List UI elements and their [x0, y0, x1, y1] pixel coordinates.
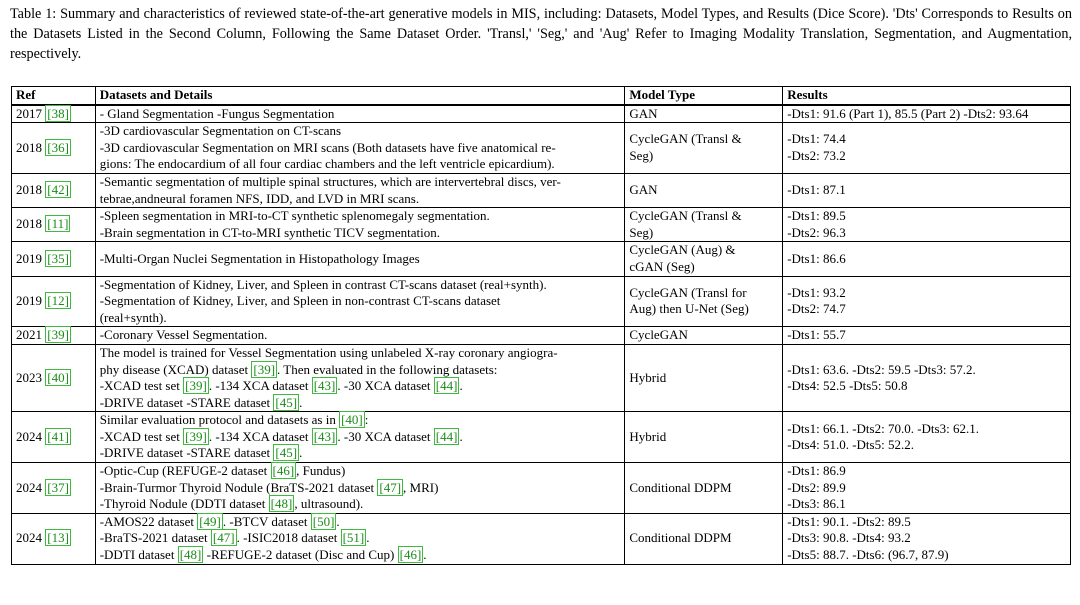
result-line: -Dts1: 89.5 [787, 208, 846, 224]
result-line: -Dts4: 52.5 -Dts5: 50.8 [787, 378, 908, 394]
citation-link[interactable]: [47] [212, 530, 235, 546]
ref-year: 2021 [16, 327, 42, 343]
datasets-cell [95, 242, 625, 276]
results-cell [783, 173, 1071, 207]
dataset-line: tebrae,andneural foramen NFS, IDD, and LVD in MRI scans. [99, 190, 420, 206]
datasets-cell [95, 513, 625, 564]
dataset-line: -Multi-Organ Nuclei Segmentation in Histopathology Images [99, 250, 420, 266]
result-line: -Dts2: 73.2 [787, 148, 846, 164]
citation-link[interactable]: [39] [253, 361, 276, 377]
ref-cell [12, 327, 96, 345]
dataset-line: -3D cardiovascular Segmentation on CT-scans [99, 123, 342, 139]
results-cell [783, 513, 1071, 564]
table-row [12, 276, 1071, 327]
model-type-cell [625, 276, 783, 327]
result-line: -Dts2: 74.7 [787, 301, 846, 317]
ref-citation-link[interactable]: [40] [47, 369, 69, 385]
model-type-line: Aug) then U-Net (Seg) [629, 301, 749, 317]
datasets-cell [95, 327, 625, 345]
dataset-line: -Optic-Cup (REFUGE-2 dataset [46] , Fundus) [99, 463, 346, 479]
ref-citation-link[interactable]: [36] [47, 139, 69, 155]
ref-cell [12, 344, 96, 411]
ref-year: 2024 [16, 530, 42, 546]
ref-cell [12, 463, 96, 514]
model-type-line: CycleGAN (Aug) & [629, 242, 736, 258]
citation-link[interactable]: [43] [313, 378, 336, 394]
table-row [12, 242, 1071, 276]
citation-link[interactable]: [45] [275, 394, 298, 410]
datasets-cell [95, 105, 625, 123]
citation-link[interactable]: [46] [272, 463, 295, 479]
result-line: -Dts1: 66.1. -Dts2: 70.0. -Dts3: 62.1. [787, 420, 979, 436]
dataset-line: The model is trained for Vessel Segmentation using unlabeled X-ray coronary angiogra- [99, 344, 558, 360]
model-type-cell [625, 412, 783, 463]
model-type-cell [625, 208, 783, 242]
ref-citation-link[interactable]: [13] [47, 530, 69, 546]
citation-link[interactable]: [48] [179, 547, 202, 563]
ref-year: 2019 [16, 293, 42, 309]
citation-link[interactable]: [47] [379, 479, 402, 495]
result-line: -Dts2: 96.3 [787, 224, 846, 240]
citation-link[interactable]: [48] [270, 496, 293, 512]
dataset-line: -DRIVE dataset -STARE dataset [45] . [99, 445, 303, 461]
dataset-line: -XCAD test set [39] . -134 XCA dataset [43] . -30 XCA dataset [44] . [99, 428, 463, 444]
citation-link[interactable]: [49] [199, 513, 221, 529]
datasets-cell [95, 412, 625, 463]
ref-year: 2024 [16, 479, 42, 495]
result-line: -Dts1: 93.2 [787, 284, 846, 300]
model-type-cell [625, 327, 783, 345]
model-type-cell [625, 513, 783, 564]
ref-citation-link[interactable]: [41] [47, 428, 69, 444]
result-line: -Dts1: 90.1. -Dts2: 89.5 [787, 513, 911, 529]
ref-cell [12, 123, 96, 174]
table-row [12, 463, 1071, 514]
ref-citation-link[interactable]: [35] [47, 250, 69, 266]
dataset-line: phy disease (XCAD) dataset [39] . Then evaluated in the following datasets: [99, 361, 498, 377]
dataset-line: -BraTS-2021 dataset [47] . -ISIC2018 dataset [51] . [99, 530, 370, 546]
ref-cell [12, 173, 96, 207]
ref-cell [12, 242, 96, 276]
result-line: -Dts1: 74.4 [787, 131, 846, 147]
model-type-line: CycleGAN [629, 327, 688, 343]
citation-link[interactable]: [39] [185, 428, 207, 444]
citation-link[interactable]: [45] [275, 445, 298, 461]
citation-link[interactable]: [40] [341, 412, 363, 428]
model-type-line: Conditional DDPM [629, 479, 732, 495]
dataset-line: gions: The endocardium of all four cardiac chambers and the left ventricle epicardium). [99, 156, 555, 172]
table-row [12, 327, 1071, 345]
dataset-line: -AMOS22 dataset [49] . -BTCV dataset [50] . [99, 513, 340, 529]
model-type-cell [625, 173, 783, 207]
ref-cell [12, 105, 96, 123]
ref-citation-link[interactable]: [42] [47, 182, 69, 198]
results-cell [783, 344, 1071, 411]
header-results: Results [783, 87, 1071, 105]
model-type-line: CycleGAN (Transl for [629, 284, 747, 300]
ref-citation-link[interactable]: [38] [47, 105, 69, 121]
model-type-line: Hybrid [629, 428, 667, 444]
ref-year: 2017 [16, 105, 42, 121]
ref-cell [12, 513, 96, 564]
model-type-line: Conditional DDPM [629, 530, 732, 546]
dataset-line: -Brain-Turmor Thyroid Nodule (BraTS-2021 dataset [47] , MRI) [99, 479, 439, 495]
datasets-cell [95, 463, 625, 514]
citation-link[interactable]: [46] [399, 547, 422, 563]
model-type-cell [625, 105, 783, 123]
results-cell [783, 412, 1071, 463]
model-type-line: Hybrid [629, 369, 667, 385]
result-line: -Dts3: 90.8. -Dts4: 93.2 [787, 530, 911, 546]
dataset-line: -DDTI dataset [48] -REFUGE-2 dataset (Disc and Cup) [46] . [99, 547, 427, 563]
model-type-line: Seg) [629, 148, 654, 164]
results-cell [783, 105, 1071, 123]
dataset-line: -Brain segmentation in CT-to-MRI synthetic TICV segmentation. [99, 224, 440, 240]
table-row [12, 123, 1071, 174]
result-line: -Dts4: 51.0. -Dts5: 52.2. [787, 437, 914, 453]
result-line: -Dts1: 91.6 (Part 1), 85.5 (Part 2) -Dts2: 93.64 [787, 105, 1029, 121]
results-cell [783, 463, 1071, 514]
model-type-cell [625, 344, 783, 411]
header-datasets: Datasets and Details [95, 87, 625, 105]
dataset-line: -3D cardiovascular Segmentation on MRI scans (Both datasets have five anatomical re- [99, 139, 556, 155]
datasets-cell [95, 173, 625, 207]
ref-year: 2024 [16, 428, 42, 444]
citation-link[interactable]: [44] [435, 378, 458, 394]
datasets-cell [95, 344, 625, 411]
model-type-line: GAN [629, 182, 658, 198]
ref-year: 2018 [16, 139, 42, 155]
result-line: -Dts3: 86.1 [787, 496, 846, 512]
model-type-line: Seg) [629, 224, 654, 240]
results-cell [783, 208, 1071, 242]
result-line: -Dts5: 88.7. -Dts6: (96.7, 87.9) [787, 547, 949, 563]
result-line: -Dts1: 86.9 [787, 463, 846, 479]
dataset-line: -Segmentation of Kidney, Liver, and Spleen in contrast CT-scans dataset (real+synth). [99, 276, 547, 292]
dataset-line: -Segmentation of Kidney, Liver, and Spleen in non-contrast CT-scans dataset [99, 293, 501, 309]
citation-link[interactable]: [39] [185, 378, 207, 394]
results-cell [783, 327, 1071, 345]
table-caption: Table 1: Summary and characteristics of reviewed state-of-the-art generative models in MIS, including: Datasets, Model Types, and Results (Dice Score). 'Dts' Corresponds to Results on the Datasets Listed in the Second Column, Following the Same Dataset Order. 'Transl,' 'Seg,' and 'Aug' Refer to Imaging Modality Translation, Segmentation, and Augmentation, respectively. [10, 6, 1072, 62]
summary-table [11, 86, 1071, 565]
ref-cell [12, 276, 96, 327]
datasets-cell [95, 208, 625, 242]
table-body [12, 105, 1071, 565]
dataset-line: -Spleen segmentation in MRI-to-CT synthetic splenomegaly segmentation. [99, 208, 490, 224]
ref-citation-link[interactable]: [37] [47, 479, 69, 495]
header-ref: Ref [12, 87, 96, 105]
model-type-line: GAN [629, 105, 658, 121]
table-row [12, 208, 1071, 242]
citation-link[interactable]: [51] [342, 530, 365, 546]
header-model-type: Model Type [625, 87, 783, 105]
ref-year: 2019 [16, 250, 42, 266]
citation-link[interactable]: [50] [312, 513, 335, 529]
results-cell [783, 123, 1071, 174]
table-header-row [12, 87, 1071, 105]
ref-year: 2023 [16, 369, 42, 385]
result-line: -Dts1: 55.7 [787, 327, 846, 343]
result-line: -Dts1: 63.6. -Dts2: 59.5 -Dts3: 57.2. [787, 361, 976, 377]
model-type-line: CycleGAN (Transl & [629, 131, 742, 147]
dataset-line: (real+synth). [99, 309, 167, 325]
datasets-cell [95, 276, 625, 327]
ref-citation-link[interactable]: [11] [47, 216, 69, 232]
dataset-line: -XCAD test set [39] . -134 XCA dataset [43] . -30 XCA dataset [44] . [99, 378, 463, 394]
dataset-line: -Semantic segmentation of multiple spinal structures, which are intervertebral discs, ver- [99, 173, 561, 189]
dataset-line: -Coronary Vessel Segmentation. [99, 327, 268, 343]
model-type-line: CycleGAN (Transl & [629, 208, 742, 224]
model-type-cell [625, 463, 783, 514]
ref-year: 2018 [16, 182, 42, 198]
table-row [12, 513, 1071, 564]
ref-cell [12, 412, 96, 463]
table-row [12, 105, 1071, 123]
ref-citation-link[interactable]: [12] [47, 293, 69, 309]
result-line: -Dts1: 87.1 [787, 182, 846, 198]
model-type-cell [625, 123, 783, 174]
dataset-line: -DRIVE dataset -STARE dataset [45] . [99, 394, 303, 410]
model-type-line: cGAN (Seg) [629, 258, 695, 274]
dataset-line: Similar evaluation protocol and datasets as in [40] : [99, 412, 369, 428]
citation-link[interactable]: [44] [435, 428, 458, 444]
dataset-line: - Gland Segmentation -Fungus Segmentation [99, 105, 335, 121]
results-cell [783, 276, 1071, 327]
results-cell [783, 242, 1071, 276]
ref-cell [12, 208, 96, 242]
table-row [12, 412, 1071, 463]
result-line: -Dts2: 89.9 [787, 479, 846, 495]
table-row [12, 344, 1071, 411]
table-row [12, 173, 1071, 207]
dataset-line: -Thyroid Nodule (DDTI dataset [48] , ultrasound). [99, 496, 364, 512]
result-line: -Dts1: 86.6 [787, 250, 846, 266]
ref-citation-link[interactable]: [39] [47, 327, 69, 343]
datasets-cell [95, 123, 625, 174]
model-type-cell [625, 242, 783, 276]
ref-year: 2018 [16, 216, 42, 232]
citation-link[interactable]: [43] [313, 428, 336, 444]
